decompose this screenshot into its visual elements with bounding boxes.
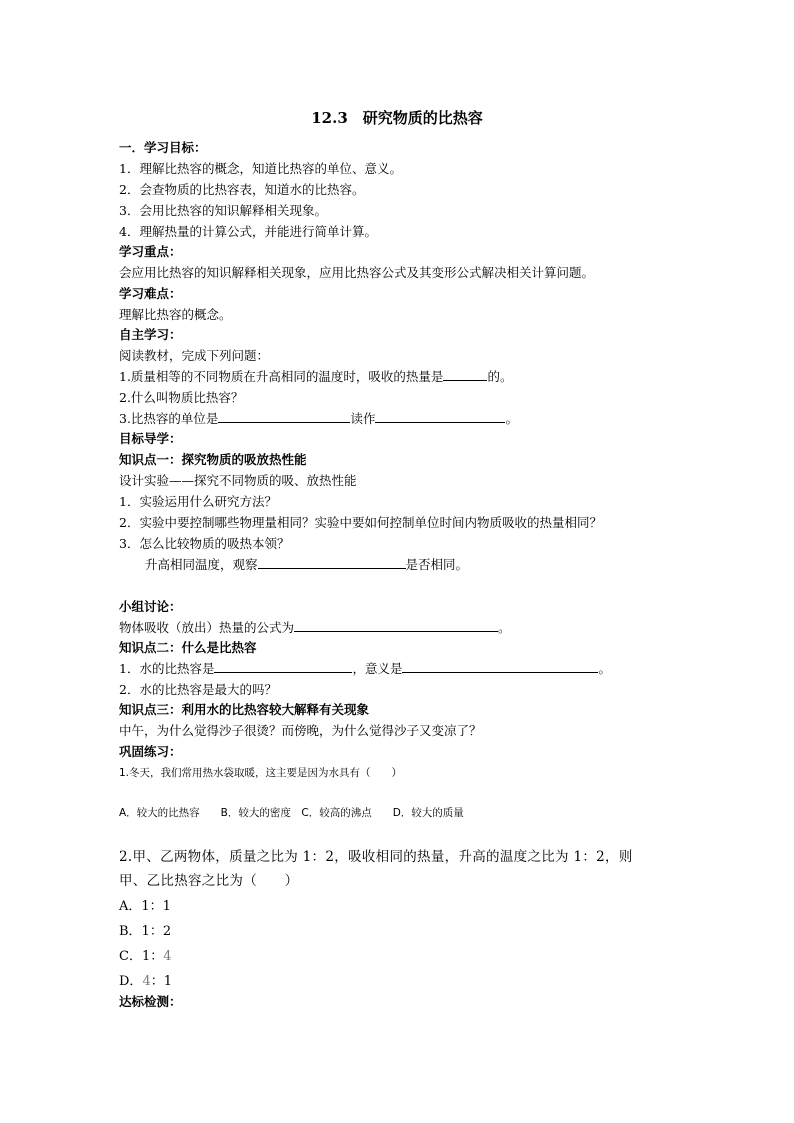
q1-text-a: 1.质量相等的不同物质在升高相同的温度时，吸收的热量是 [119, 369, 444, 384]
group-discussion-heading: 小组讨论： [119, 599, 182, 614]
goal-item-1: 1．理解比热容的概念，知道比热容的单位、意义。 [119, 161, 402, 176]
self-study-heading: 自主学习： [119, 327, 182, 342]
formula-text-b: 。 [498, 620, 511, 635]
self-study-q1 [119, 368, 512, 386]
option-d-text-a: D． [119, 974, 143, 989]
option-d-text-b: 4 [142, 974, 151, 989]
k2-q2: 2．水的比热容是最大的吗？ [119, 682, 277, 697]
learning-goals-heading: 一．学习目标： [119, 140, 207, 155]
self-study-q3 [119, 410, 518, 428]
observe-text-b: 是否相同。 [405, 557, 469, 572]
practice-q1: 1.冬天，我们常用热水袋取暖，这主要是因为水具有（ ） [119, 767, 403, 779]
self-study-intro: 阅读教材，完成下列问题： [119, 348, 270, 363]
option-a: A．1：1 [119, 899, 171, 914]
unit-answer-blank[interactable] [218, 410, 350, 423]
observe-text-a: 升高相同温度，观察 [145, 557, 258, 572]
k2-q1-text-c: 。 [598, 661, 611, 676]
k1-observe [145, 556, 468, 574]
page-title: 12.3 研究物质的比热容 [311, 109, 483, 127]
goal-item-4: 4．理解热量的计算公式，并能进行简单计算。 [119, 224, 377, 239]
meaning-answer-blank[interactable] [402, 660, 598, 673]
q3-text-c: 。 [505, 411, 518, 426]
key-points-text: 会应用比热容的知识解释相关现象，应用比热容公式及其变形公式解决相关计算问题。 [119, 265, 595, 280]
q1-answer-blank[interactable] [443, 368, 487, 381]
practice-q2-line1: 2.甲、乙两物体，质量之比为 1：2，吸收相同的热量，升高的温度之比为 1：2，则 [119, 849, 633, 865]
q3-text-a: 3.比热容的单位是 [119, 411, 219, 426]
assessment-heading: 达标检测： [119, 994, 182, 1009]
goal-item-2: 2．会查物质的比热容表，知道水的比热容。 [119, 182, 365, 197]
knowledge-point-1-heading: 知识点一：探究物质的吸放热性能 [119, 452, 307, 467]
formula-answer-blank[interactable] [294, 619, 498, 632]
knowledge-point-2-heading: 知识点二：什么是比热容 [119, 640, 257, 655]
experiment-intro: 设计实验——探究不同物质的吸、放热性能 [119, 473, 357, 488]
option-d [119, 973, 172, 991]
q3-text-b: 读作 [350, 411, 376, 426]
k1-item-1: 1．实验运用什么研究方法？ [119, 494, 277, 509]
k1-item-3: 3．怎么比较物质的吸热本领？ [119, 536, 290, 551]
water-heat-capacity-blank[interactable] [214, 660, 352, 673]
practice-q2-line2: 甲、乙比热容之比为（ ） [119, 873, 299, 889]
practice-heading: 巩固练习： [119, 744, 182, 759]
q1-text-b: 的。 [487, 369, 513, 384]
difficulties-text: 理解比热容的概念。 [119, 307, 232, 322]
knowledge-point-3-heading: 知识点三：利用水的比热容较大解释有关现象 [119, 702, 370, 717]
k2-q1-text-a: 1．水的比热容是 [119, 661, 215, 676]
k2-q1 [119, 660, 611, 678]
option-d-text-c: ：1 [150, 974, 172, 989]
practice-q1-options: A．较大的比热容 B．较大的密度 C．较高的沸点 D．较大的质量 [119, 807, 464, 819]
key-points-heading: 学习重点： [119, 244, 182, 259]
formula-text-a: 物体吸收（放出）热量的公式为 [119, 620, 295, 635]
goal-item-3: 3．会用比热容的知识解释相关现象。 [119, 203, 327, 218]
option-c-text-b: 4 [163, 949, 172, 964]
option-c-text-a: C．1： [119, 949, 164, 964]
k1-item-2: 2．实验中要控制哪些物理量相同？实验中要如何控制单位时间内物质吸收的热量相同？ [119, 515, 602, 530]
guided-study-heading: 目标导学： [119, 431, 182, 446]
heat-formula [119, 619, 511, 637]
k2-q1-text-b: ，意义是 [352, 661, 403, 676]
reading-answer-blank[interactable] [375, 410, 505, 423]
difficulties-heading: 学习难点： [119, 286, 182, 301]
self-study-q2: 2.什么叫物质比热容？ [119, 390, 244, 405]
option-c [119, 948, 172, 966]
observe-answer-blank[interactable] [258, 556, 406, 569]
option-b: B．1：2 [119, 924, 172, 939]
k3-text: 中午，为什么觉得沙子很烫？而傍晚，为什么觉得沙子又变凉了？ [119, 723, 482, 738]
